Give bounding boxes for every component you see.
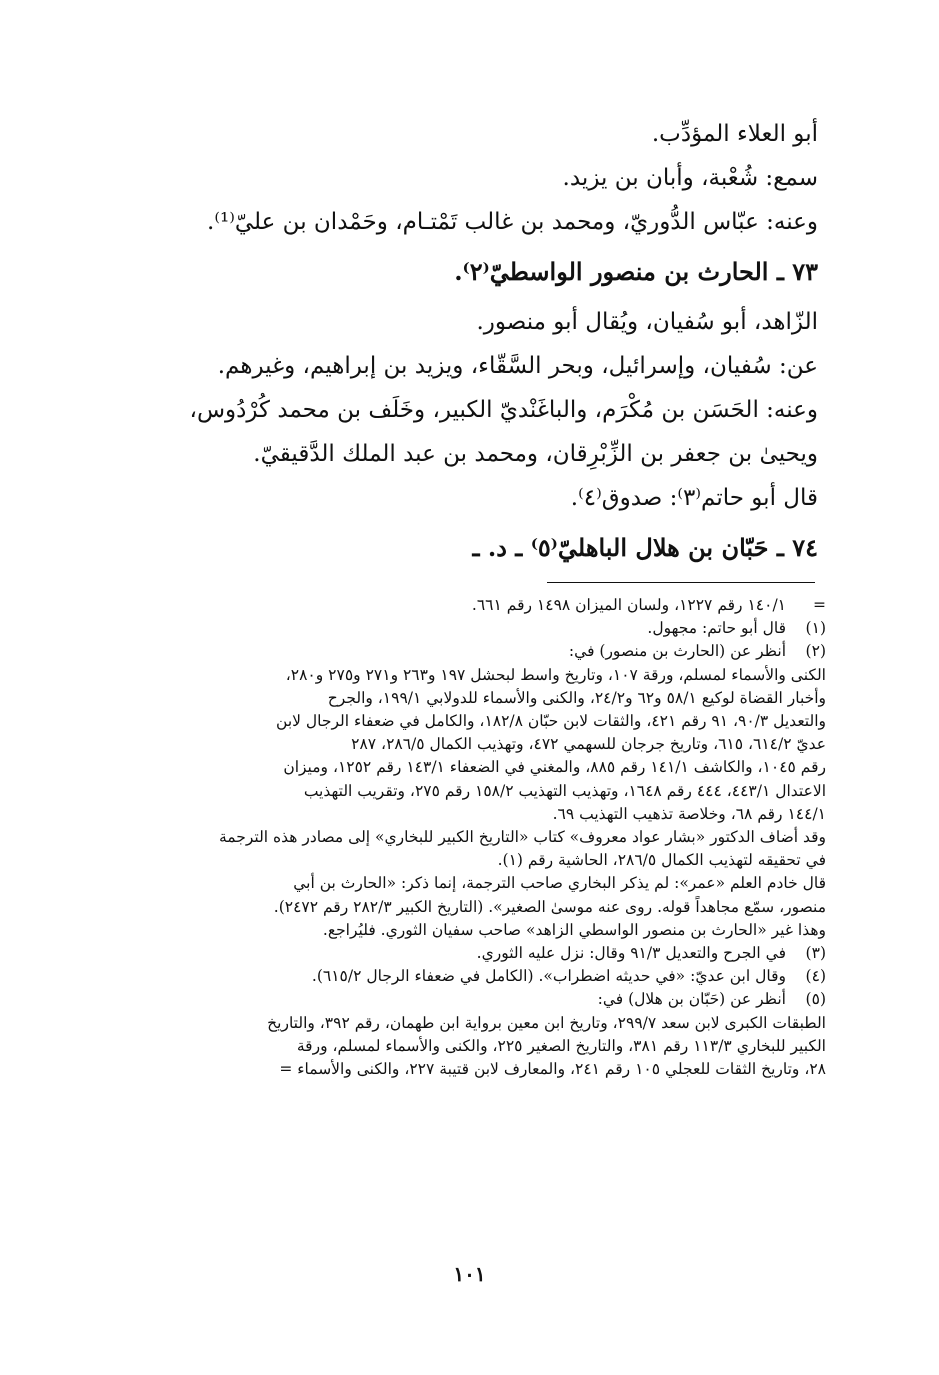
footnote-4 xyxy=(96,965,826,988)
text-line: ويحيىٰ بن جعفر بن الزِّبْرِقان، ومحمد بن عبد الملك الدَّقيقيّ. xyxy=(253,441,818,467)
footnote-text: وقال ابن عديّ: «في حديثه اضطراب». (الكامل في ضعفاء الرجال ٦١٥/٢). xyxy=(311,967,786,986)
footnote-line: والتعديل ٩٠/٣، ٩١ رقم ٤٢١، والثقات لابن حبّان ١٨٢/٨، والكامل في ضعفاء الرجال لابن xyxy=(276,712,826,731)
text-line: وعنه: عبّاس الدُّوريّ، ومحمد بن غالب تَمْتـام، وحَمْدان بن عليّ⁽¹⁾. xyxy=(207,209,818,235)
footnote-line: ١٤٤/١ رقم ٦٨، وخلاصة تذهيب التهذيب ٦٩. xyxy=(552,804,826,823)
footnote-1 xyxy=(96,617,826,640)
main-text xyxy=(88,112,818,576)
text-line: سمع: شُعْبة، وأبان بن يزيد. xyxy=(562,165,818,191)
text-line: قال أبو حاتم⁽٣⁾: صدوق⁽٤⁾. xyxy=(570,485,818,511)
footnote-marker: (٥) xyxy=(805,990,826,1009)
footnote-text: قال أبو حاتم: مجهول. xyxy=(647,619,786,638)
footnote-line: رقم ١٠٤٥، والكاشف ١٤١/١ رقم ٨٨٥، والمغني في الضعفاء ١٤٣/١ رقم ١٢٥٢، وميزان xyxy=(283,758,826,777)
text-line: أبو العلاء المؤدِّب. xyxy=(651,121,818,147)
page-number: ١٠١ xyxy=(453,1262,486,1286)
footnote-line: وقد أضاف الدكتور «بشار عواد معروف» كتاب «التاريخ الكبير للبخاري» إلى مصادر هذه الترجمة xyxy=(218,828,826,847)
footnote-marker: (٢) xyxy=(805,642,826,661)
footnote-line: وأخبار القضاة لوكيع ٥٨/١ و٦٢ و٢٤/٢، والكنى والأسماء للدولابي ١٩٩/١، والجرح xyxy=(327,688,826,707)
footnote-marker: = xyxy=(813,596,826,614)
footnote-3 xyxy=(96,942,826,965)
entry-heading-74: ٧٤ ـ حَبّان بن هلال الباهليّ⁽٥⁾ ـ د. ـ xyxy=(472,533,818,562)
footnote-line: ٢٨، وتاريخ الثقات للعجلي ١٠٥ رقم ٢٤١، والمعارف لابن قتيبة ٢٢٧، والكنى والأسماء = xyxy=(279,1060,826,1079)
footnote-text: أنظر عن (حَبّان بن هلال) في: xyxy=(597,990,786,1009)
footnote-line: الطبقات الكبرى لابن سعد ٢٩٩/٧، وتاريخ ابن معين برواية ابن طهمان، رقم ٣٩٢، والتاريخ xyxy=(267,1013,826,1032)
footnote-line: قال خادم العلم «عمر»: لم يذكر البخاري صاحب الترجمة، إنما ذكر: «الحارث بن أبي xyxy=(293,874,826,893)
footnote-2 xyxy=(96,640,826,663)
footnote-text: أنظر عن (الحارث بن منصور) في: xyxy=(568,642,786,661)
footnote-line: عديّ ٦١٤/٢، ٦١٥، وتاريخ جرجان للسهمي ٤٧٢، وتهذيب الكمال ٢٨٦/٥، ٢٨٧ xyxy=(351,735,826,754)
footnote-line: الكنى والأسماء لمسلم، ورقة ١٠٧، وتاريخ واسط لبحشل ١٩٧ و٢٦٣ و٢٧١ و٢٧٥ و٢٨٠، xyxy=(285,665,826,684)
footnote-line: الكبير للبخاري ١١٣/٣ رقم ٣٨١، والتاريخ الصغير ٢٢٥، والكنى والأسماء لمسلم، ورقة xyxy=(296,1036,826,1055)
text-line: وعنه: الحَسَن بن مُكْرَم، والباغَنْديّ الكبير، وخَلَف بن محمد كُرْدُوس، xyxy=(189,397,818,423)
text-line: عن: سُفيان، وإسرائيل، وبحر السَّقّاء، ويزيد بن إبراهيم، وغيرهم. xyxy=(217,353,818,379)
footnote-marker: (٣) xyxy=(805,944,826,963)
text-line: الزّاهد، أبو سُفيان، ويُقال أبو منصور. xyxy=(476,309,818,335)
entry-heading-73: ٧٣ ـ الحارث بن منصور الواسطيّ⁽٢⁾. xyxy=(454,257,818,286)
footnotes xyxy=(96,594,826,1081)
footnote-text: في الجرح والتعديل ٩١/٣ وقال: نزل عليه الثوري. xyxy=(476,944,786,963)
footnote-line: وهذا غير «الحارث بن منصور الواسطي الزاهد» صاحب سفيان الثوري. فليُراجع. xyxy=(322,920,826,939)
footnote-line: الاعتدال ٤٤٣/١، ٤٤٤ رقم ١٦٤٨، وتهذيب التهذيب ١٥٨/٢ رقم ٢٧٥، وتقريب التهذيب xyxy=(303,781,826,800)
footnote-text: ١٤٠/١ رقم ١٢٢٧، ولسان الميزان ١٤٩٨ رقم ٦٦١. xyxy=(471,596,786,614)
footnote-separator xyxy=(547,582,815,583)
footnote-2-note-editor xyxy=(96,826,826,872)
footnote-line: منصور، سمّع مجاهداً قوله. روى عنه موسىٰ الصغير». (التاريخ الكبير ٢٨٢/٣ رقم ٢٤٧٢). xyxy=(273,897,826,916)
footnote-continuation xyxy=(96,594,826,617)
footnote-marker: (٤) xyxy=(805,967,826,986)
footnote-5 xyxy=(96,988,826,1011)
footnote-2-body xyxy=(96,664,826,826)
footnote-2-note-umar xyxy=(96,872,826,942)
footnote-line: في تحقيقه لتهذيب الكمال ٢٨٦/٥، الحاشية رقم (١). xyxy=(497,851,826,870)
footnote-marker: (١) xyxy=(805,619,826,638)
footnote-5-body xyxy=(96,1012,826,1082)
